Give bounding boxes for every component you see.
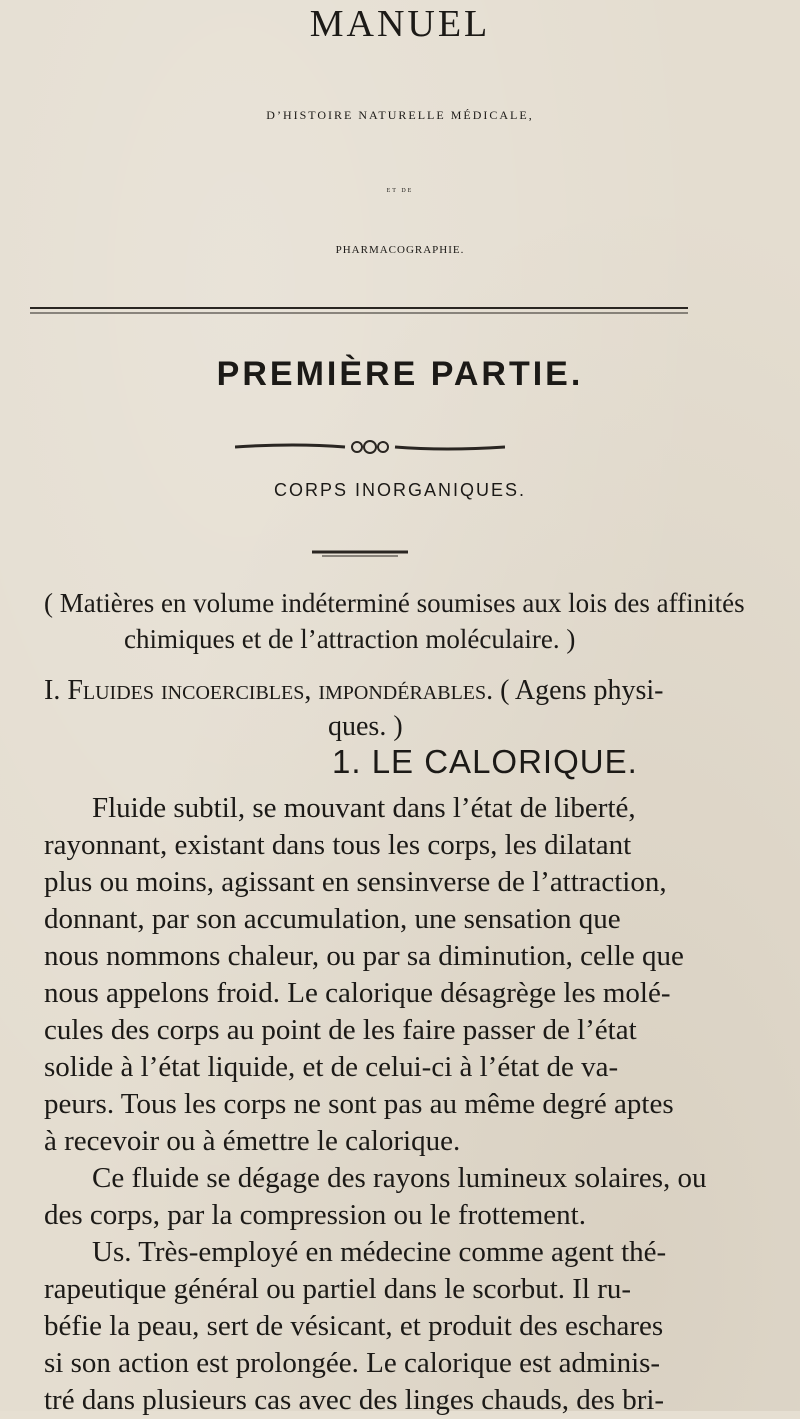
- short-rule-divider: [312, 550, 408, 558]
- body-line: Us. Très-employé en médecine comme agent thé-: [92, 1236, 667, 1268]
- body-line: rapeutique général ou partiel dans le scorbut. Il ru-: [44, 1273, 632, 1305]
- heading-one-label: Fluides incoercibles, impondérables.: [67, 675, 494, 706]
- body-line: nous appelons froid. Le calorique désagrège les molé-: [44, 977, 671, 1009]
- body-line: si son action est prolongée. Le calorique est adminis-: [44, 1347, 661, 1379]
- heading-one-line-2: ques. ): [328, 711, 403, 742]
- section-title: CORPS INORGANIQUES.: [273, 480, 527, 500]
- body-line: plus ou moins, agissant en sensinverse de l’attraction,: [44, 866, 667, 898]
- body-line: Fluide subtil, se mouvant dans l’état de liberté,: [92, 792, 636, 824]
- intro-line-2: chimiques et de l’attraction moléculaire. ): [124, 624, 576, 654]
- book-subtitle-line-3: PHARMACOGRAPHIE.: [335, 244, 465, 256]
- body-line: Ce fluide se dégage des rayons lumineux solaires, ou: [92, 1162, 707, 1194]
- double-rule-divider: [30, 306, 688, 316]
- book-title: MANUEL: [309, 3, 491, 45]
- heading-one-line-1: [44, 673, 663, 709]
- part-title: PREMIÈRE PARTIE.: [216, 355, 584, 393]
- heading-one-label-rest: ( Agens physi-: [500, 675, 664, 706]
- book-subtitle-line-2: ET DE: [386, 188, 414, 194]
- body-line: des corps, par la compression ou le frottement.: [44, 1199, 586, 1231]
- heading-one-numeral: I.: [44, 675, 61, 706]
- body-line: nous nommons chaleur, ou par sa diminution, celle que: [44, 940, 684, 972]
- body-line: peurs. Tous les corps ne sont pas au même degré aptes: [44, 1088, 674, 1120]
- body-line: béfie la peau, sert de vésicant, et produit des eschares: [44, 1310, 664, 1342]
- chapter-title: 1. LE CALORIQUE.: [332, 743, 638, 780]
- body-line: solide à l’état liquide, et de celui-ci à l’état de va-: [44, 1051, 619, 1083]
- body-line: donnant, par son accumulation, une sensation que: [44, 903, 621, 935]
- intro-line-1: ( Matières en volume indéterminé soumises aux lois des affinités: [44, 588, 745, 618]
- ornamental-divider: [235, 437, 505, 457]
- body-line: tré dans plusieurs cas avec des linges chauds, des bri-: [44, 1384, 665, 1416]
- book-subtitle-line-1: D’HISTOIRE NATURELLE MÉDICALE,: [266, 108, 534, 122]
- body-line: rayonnant, existant dans tous les corps, les dilatant: [44, 829, 632, 861]
- body-line: à recevoir ou à émettre le calorique.: [44, 1125, 461, 1157]
- body-line: cules des corps au point de les faire passer de l’état: [44, 1014, 637, 1046]
